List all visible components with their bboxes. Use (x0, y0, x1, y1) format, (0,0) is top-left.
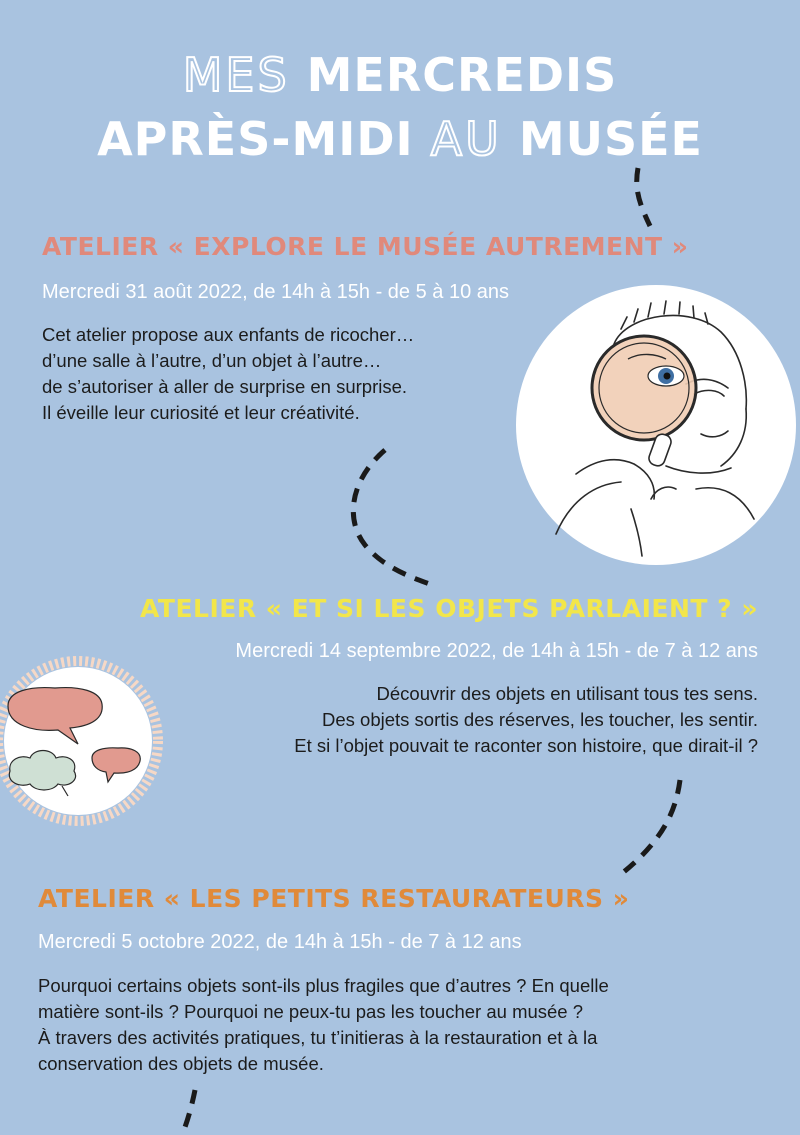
workshop-3-line: conservation des objets de musée. (38, 1053, 324, 1074)
dash-segment-top (637, 168, 650, 226)
workshop-2-date: Mercredi 14 septembre 2022, de 14h à 15h - de 7 à 12 ans (235, 640, 758, 662)
title-apres-midi: APRÈS-MIDI (97, 112, 414, 166)
dash-segment-bottom (182, 1090, 195, 1135)
workshop-1-line: d’une salle à l’autre, d’un objet à l’autre… (42, 350, 382, 371)
workshop-2-line: Découvrir des objets en utilisant tous tes sens. (376, 683, 758, 704)
title-musee: MUSÉE (518, 112, 703, 166)
workshop-3-line: Pourquoi certains objets sont-ils plus fragiles que d’autres ? En quelle (38, 975, 609, 996)
workshop-3-line: matière sont-ils ? Pourquoi ne peux-tu pas les toucher au musée ? (38, 1001, 584, 1022)
title-au: AU (430, 112, 502, 166)
workshop-3-date: Mercredi 5 octobre 2022, de 14h à 15h - de 7 à 12 ans (38, 931, 522, 953)
speech-bubbles-illustration (0, 646, 166, 836)
workshop-1-line: Cet atelier propose aux enfants de ricocher… (42, 324, 415, 345)
workshop-1-date: Mercredi 31 août 2022, de 14h à 15h - de 5 à 10 ans (42, 281, 510, 303)
workshop-2-line: Et si l’objet pouvait te raconter son histoire, que dirait-il ? (294, 735, 758, 756)
workshop-1-line: Il éveille leur curiosité et leur créativité. (42, 402, 360, 423)
workshop-1-title: ATELIER « EXPLORE LE MUSÉE AUTREMENT » (42, 232, 689, 261)
child-magnifier-illustration (516, 284, 800, 566)
workshop-3-line: À travers des activités pratiques, tu t’initieras à la restauration et à la (38, 1027, 598, 1048)
workshop-2-title: ATELIER « ET SI LES OBJETS PARLAIENT ? » (140, 594, 758, 623)
title-mercredis: MERCREDIS (306, 48, 618, 102)
workshop-2-line: Des objets sortis des réserves, les toucher, les sentir. (322, 709, 758, 730)
dash-segment-lower (620, 780, 680, 875)
title-mes: MES (182, 48, 290, 102)
workshop-1-line: de s’autoriser à aller de surprise en surprise. (42, 376, 408, 397)
workshop-2-description (198, 681, 758, 759)
workshop-1-description (42, 322, 502, 426)
workshop-3-title: ATELIER « LES PETITS RESTAURATEURS » (38, 884, 630, 913)
workshop-3-description (38, 973, 768, 1077)
dash-segment-middle (353, 450, 432, 585)
